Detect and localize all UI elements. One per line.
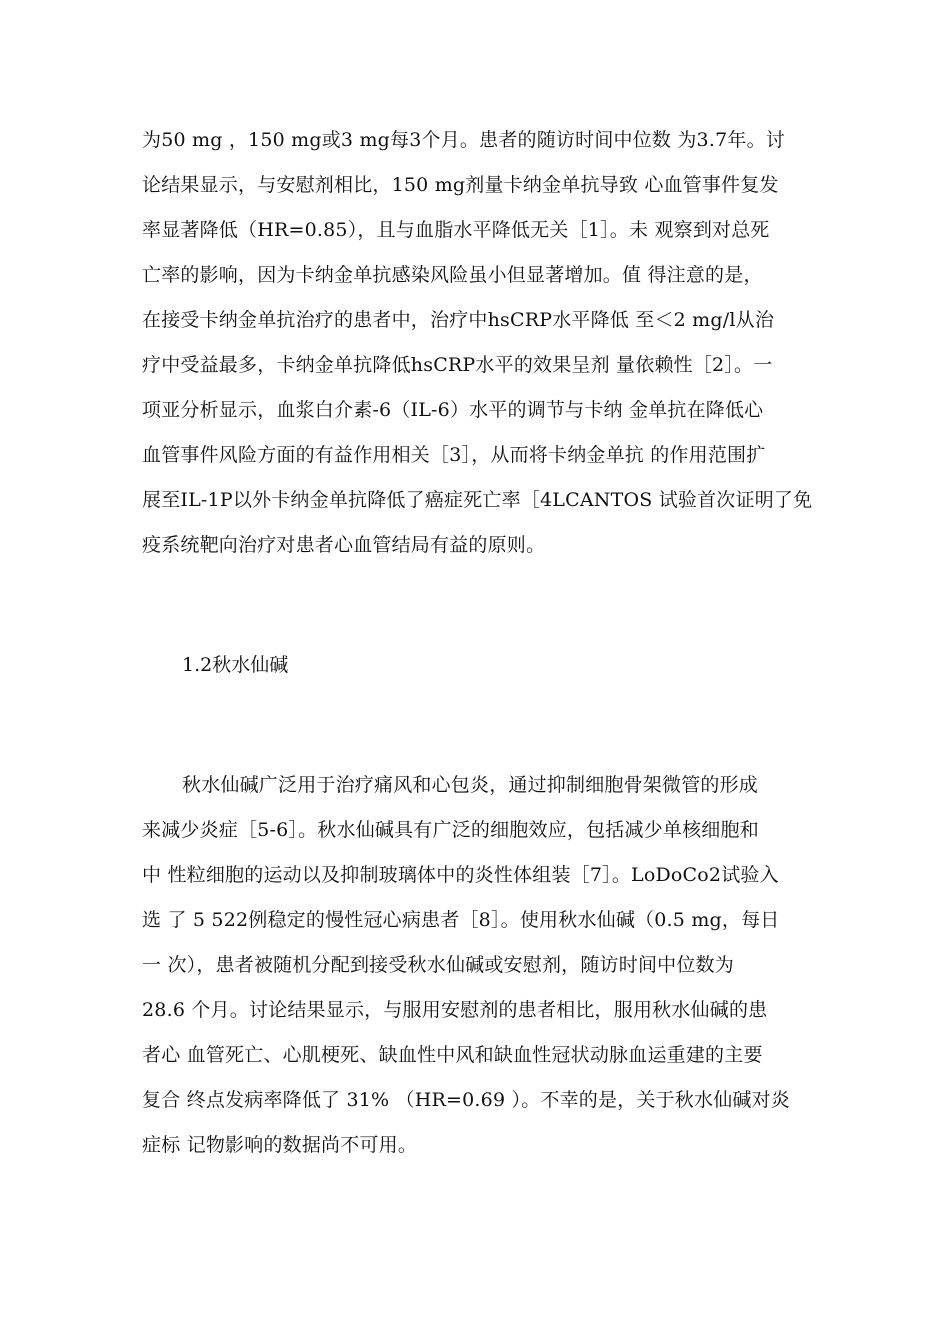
section-heading: 1.2秋水仙碱: [182, 654, 289, 676]
text-line: 率显著降低（HR=0.85），且与血脂水平降低无关［1］。未 观察到对总死: [142, 219, 770, 241]
text-line: 在接受卡纳金单抗治疗的患者中，治疗中hsCRP水平降低 至＜2 mg/l从治: [142, 309, 775, 331]
text-line: 疗中受益最多，卡纳金单抗降低hsCRP水平的效果呈剂 量依赖性［2］。一: [142, 354, 773, 376]
text-line: 血管事件风险方面的有益作用相关［3］，从而将卡纳金单抗 的作用范围扩: [142, 444, 766, 466]
text-line: 疫系统靶向治疗对患者心血管结局有益的原则。: [142, 534, 546, 556]
text-line: 复合 终点发病率降低了 31% （HR=0.69 ）。不幸的是，关于秋水仙碱对炎: [142, 1089, 790, 1111]
text-line: 为50 mg ，150 mg或3 mg每3个月。患者的随访时间中位数 为3.7年。讨: [142, 129, 785, 151]
text-line: 一 次），患者被随机分配到接受秋水仙碱或安慰剂，随访时间中位数为: [142, 954, 734, 976]
text-line: 秋水仙碱广泛用于治疗痛风和心包炎，通过抑制细胞骨架微管的形成: [182, 774, 759, 796]
text-line: 症标 记物影响的数据尚不可用。: [142, 1134, 418, 1156]
text-line: 28.6 个月。讨论结果显示，与服用安慰剂的患者相比，服用秋水仙碱的患: [142, 999, 768, 1021]
text-line: 亡率的影响，因为卡纳金单抗感染风险虽小但显著增加。值 得注意的是，: [142, 264, 763, 286]
text-line: 选 了 5 522例稳定的慢性冠心病患者［8］。使用秋水仙碱（0.5 mg，每日: [142, 909, 780, 931]
text-line: 项亚分析显示，血浆白介素-6（IL-6）水平的调节与卡纳 金单抗在降低心: [142, 399, 764, 421]
text-line: 者心 血管死亡、心肌梗死、缺血性中风和缺血性冠状动脉血运重建的主要: [142, 1044, 763, 1066]
text-line: 展至IL-1P以外卡纳金单抗降低了癌症死亡率［4LCANTOS 试验首次证明了免: [142, 489, 813, 511]
text-line: 中 性粒细胞的运动以及抑制玻璃体中的炎性体组装［7］。LoDoCo2试验入: [142, 864, 779, 886]
text-line: 来减少炎症［5-6］。秋水仙碱具有广泛的细胞效应，包括减少单核细胞和: [142, 819, 759, 841]
text-line: 论结果显示，与安慰剂相比，150 mg剂量卡纳金单抗导致 心血管事件复发: [142, 174, 779, 196]
